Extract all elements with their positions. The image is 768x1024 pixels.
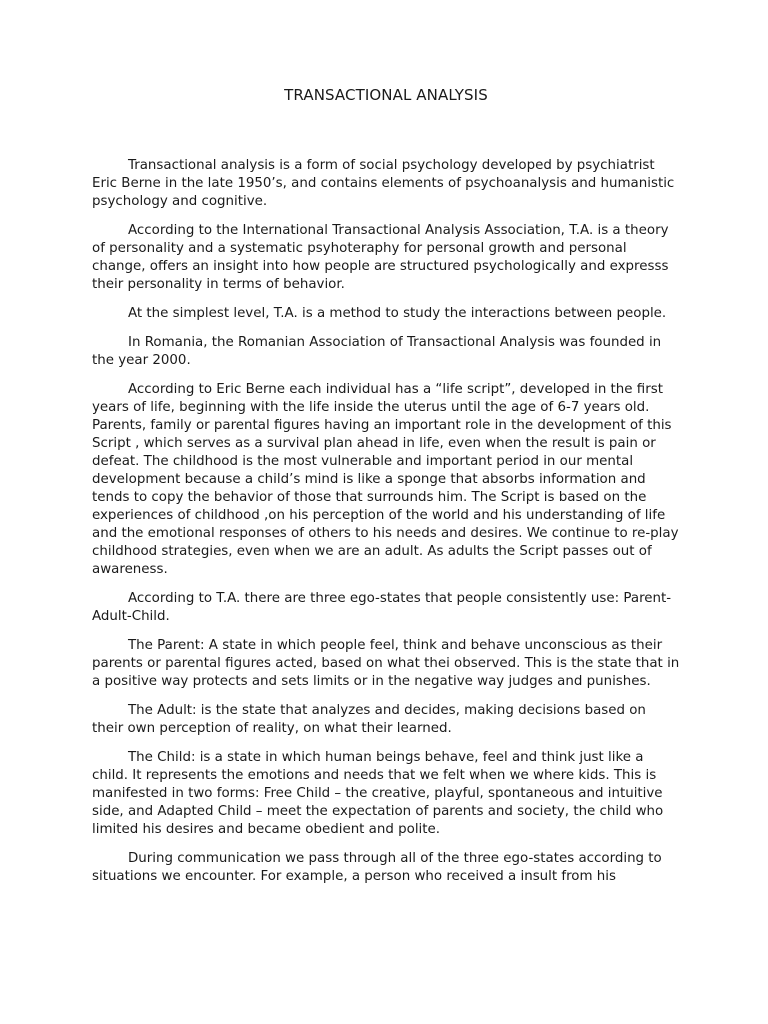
paragraph-9: The Child: is a state in which human beings behave, feel and think just like a child. It represents the emotions and needs that we felt when we where kids. This is manifested in two forms: Free Child – the creative, playful, spontaneous and intuitive side, and Adapted Child – meet the expectation of parents and society, the child who limited his desires and became obedient and polite. [92,750,664,837]
document-title: TRANSACTIONAL ANALYSIS [284,86,488,104]
paragraph-7: The Parent: A state in which people feel, think and behave unconscious as their parents or parental figures acted, based on what thei observed. This is the state that in a positive way protects and sets limits or in the negative way judges and punishes. [92,638,680,689]
paragraph-3: At the simplest level, T.A. is a method to study the interactions between people. [128,306,667,321]
document-page [92,86,680,897]
paragraph-1: Transactional analysis is a form of social psychology developed by psychiatrist Eric Berne in the late 1950’s, and contains elements of psychoanalysis and humanistic psychology and cognitive. [92,158,675,209]
paragraph-8: The Adult: is the state that analyzes and decides, making decisions based on their own perception of reality, on what their learned. [92,703,646,736]
paragraph-6: According to T.A. there are three ego-states that people consistently use: Parent-Adult-Child. [92,591,672,624]
paragraph-10: During communication we pass through all of the three ego-states according to situations we encounter. For example, a person who received a insult from his [92,851,662,884]
paragraph-5: According to Eric Berne each individual has a “life script”, developed in the first years of life, beginning with the life inside the uterus until the age of 6-7 years old. Parents, family or parental figures having an important role in the development of this Script , which serves as a survival plan ahead in life, even when the result is pain or defeat. The childhood is the most vulnerable and important period in our mental development because a child’s mind is like a sponge that absorbs information and tends to copy the behavior of those that surrounds him. The Script is based on the experiences of childhood ,on his perception of the world and his understanding of life and the emotional responses of others to his needs and desires. We continue to re-play childhood strategies, even when we are an adult. As adults the Script passes out of awareness. [92,382,679,577]
paragraph-4: In Romania, the Romanian Association of Transactional Analysis was founded in the year 2000. [92,335,662,368]
paragraph-2: According to the International Transactional Analysis Association, T.A. is a theory of personality and a systematic psyhoteraphy for personal growth and personal change, offers an insight into how people are structured psychologically and expresss their personality in terms of behavior. [92,223,669,292]
